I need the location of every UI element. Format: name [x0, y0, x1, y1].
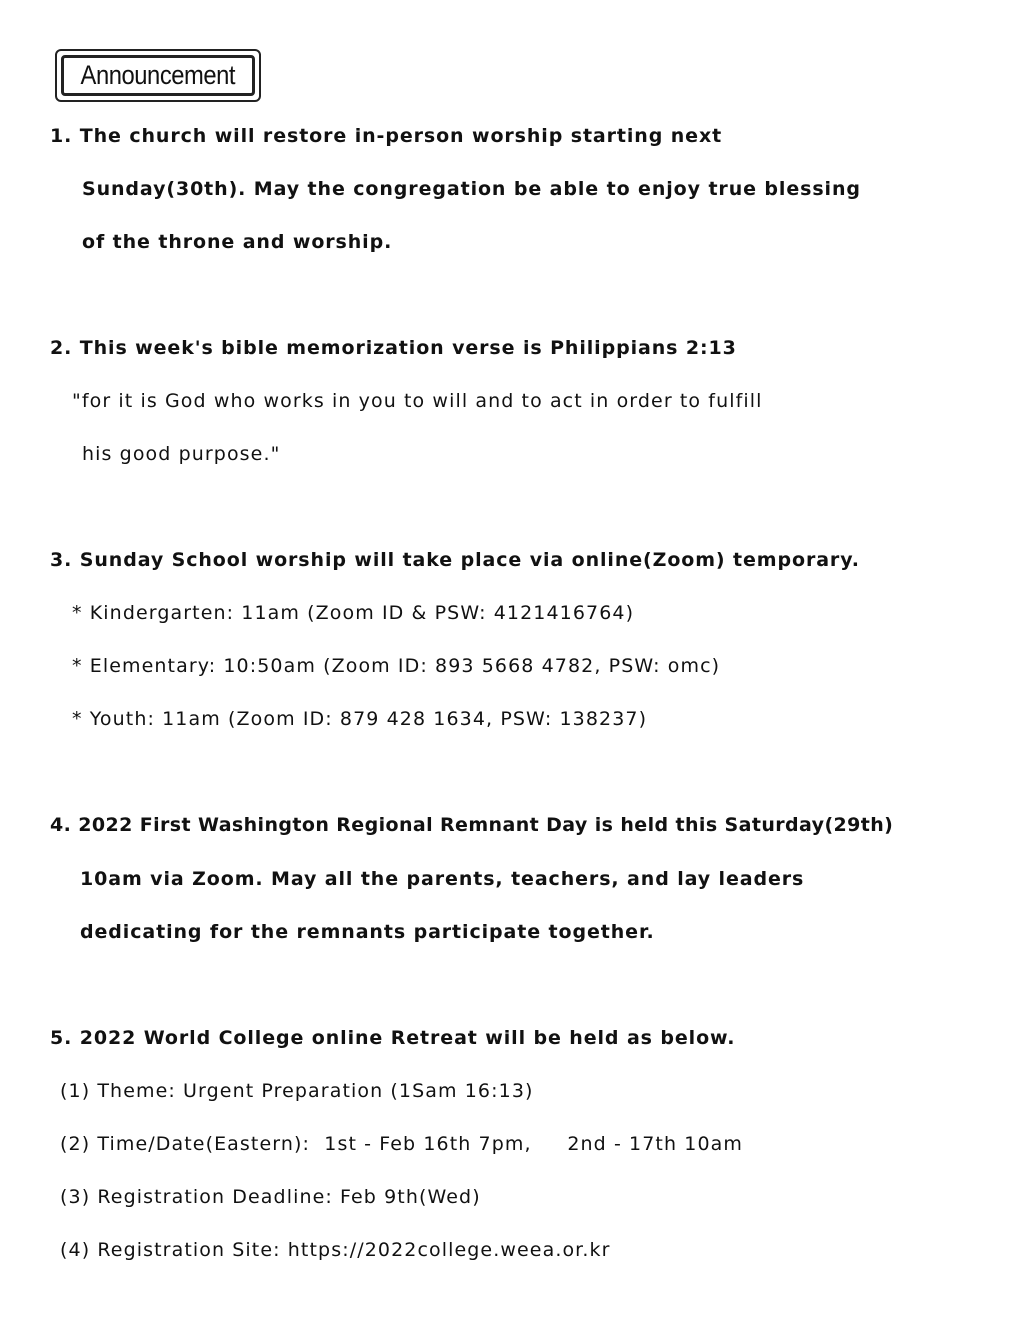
item-2-heading: 2. This week's bible memorization verse is Philippians 2:13	[50, 337, 737, 359]
item-4-heading: 4. 2022 First Washington Regional Remnant Day is held this Saturday(29th)	[50, 814, 894, 836]
item-1-heading: 1. The church will restore in-person worship starting next	[50, 125, 723, 147]
announcement-title-frame	[61, 55, 255, 96]
item-5-heading: 5. 2022 World College online Retreat will be held as below.	[50, 1027, 736, 1049]
item-4-line-2: 10am via Zoom. May all the parents, teachers, and lay leaders	[80, 868, 805, 890]
announcement-title-box	[55, 49, 261, 102]
item-5-deadline: (3) Registration Deadline: Feb 9th(Wed)	[60, 1186, 481, 1208]
item-5-time-date: (2) Time/Date(Eastern): 1st - Feb 16th 7pm, 2nd - 17th 10am	[60, 1133, 743, 1155]
item-3-youth: * Youth: 11am (Zoom ID: 879 428 1634, PSW: 138237)	[72, 708, 648, 730]
item-2-verse-line-1: "for it is God who works in you to will and to act in order to fulfill	[72, 390, 763, 412]
item-4-line-3: dedicating for the remnants participate together.	[80, 921, 655, 943]
item-1-line-2: Sunday(30th). May the congregation be able to enjoy true blessing	[82, 178, 861, 200]
item-5-theme: (1) Theme: Urgent Preparation (1Sam 16:13)	[60, 1080, 534, 1102]
item-5-registration-site: (4) Registration Site: https://2022college.weea.or.kr	[60, 1239, 611, 1261]
item-2-verse-line-2: his good purpose."	[82, 443, 281, 465]
item-3-kindergarten: * Kindergarten: 11am (Zoom ID & PSW: 4121416764)	[72, 602, 635, 624]
item-3-heading: 3. Sunday School worship will take place via online(Zoom) temporary.	[50, 549, 860, 571]
item-3-elementary: * Elementary: 10:50am (Zoom ID: 893 5668 4782, PSW: omc)	[72, 655, 721, 677]
item-1-line-3: of the throne and worship.	[82, 231, 393, 253]
announcement-title: Announcement	[80, 60, 236, 90]
